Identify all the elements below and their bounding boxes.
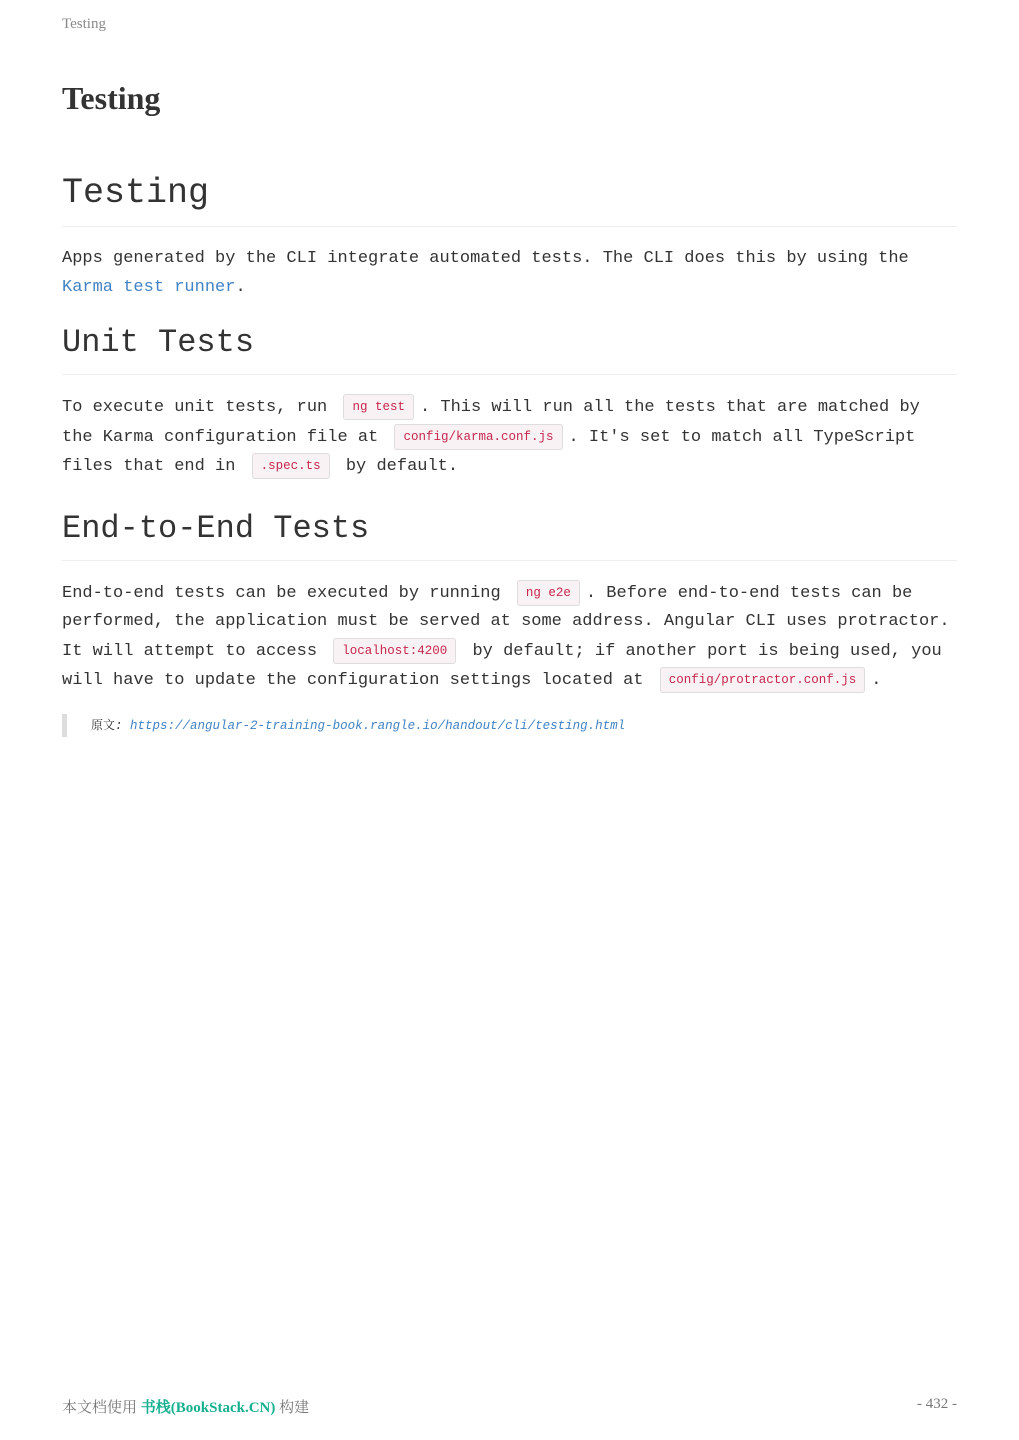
code-ng-test: ng test [343, 394, 414, 420]
testing-text-end: . [235, 277, 246, 297]
bookstack-link[interactable]: 书栈(BookStack.CN) [140, 1400, 276, 1416]
testing-paragraph [62, 245, 957, 302]
section-heading-e2e-tests: End-to-End Tests [62, 508, 957, 561]
footer-credit [62, 1396, 309, 1417]
chapter-title: Testing [62, 80, 161, 116]
testing-text: Apps generated by the CLI integrate automated tests. The CLI does this by using the [62, 249, 909, 268]
unit-text-2: . This will run all the tests that are matched by the Karma configuration file at [62, 398, 920, 447]
section-heading-unit-tests: Unit Tests [62, 322, 957, 375]
unit-text-3: . It's set to match all TypeScript files that end in [62, 427, 916, 476]
e2e-text-1: End-to-end tests can be executed by running [62, 583, 501, 603]
source-url-link[interactable]: https://angular-2-training-book.rangle.io/handout/cli/testing.html [130, 718, 626, 733]
code-localhost: localhost:4200 [333, 638, 456, 664]
running-header: Testing [62, 16, 106, 32]
source-blockquote [62, 714, 957, 737]
main-content [62, 170, 957, 737]
code-spec-ts: .spec.ts [252, 453, 330, 479]
e2e-paragraph [62, 579, 957, 696]
code-karma-conf: config/karma.conf.js [394, 424, 562, 450]
footer-suffix: 构建 [275, 1400, 310, 1416]
footer-prefix: 本文档使用 [62, 1400, 141, 1416]
code-ng-e2e: ng e2e [517, 580, 580, 606]
unit-text-4: by default. [345, 457, 459, 476]
section-heading-testing: Testing [62, 170, 957, 227]
unit-text-1: To execute unit tests, run [62, 398, 328, 417]
unit-tests-paragraph [62, 393, 957, 482]
page-number: - 432 - [917, 1396, 957, 1412]
karma-link[interactable]: Karma test runner [62, 277, 236, 297]
e2e-text-2: . Before end-to-end tests can be performed, the application must be served at some address. Angular CLI uses protractor. It will attempt to access [62, 583, 950, 661]
source-label: 原文 [91, 717, 116, 732]
e2e-text-4: . [871, 671, 882, 690]
code-protractor-conf: config/protractor.conf.js [660, 667, 866, 693]
source-separator: : [115, 718, 131, 733]
e2e-text-3: by default; if another port is being used, you will have to update the configuration settings located at [62, 641, 942, 690]
